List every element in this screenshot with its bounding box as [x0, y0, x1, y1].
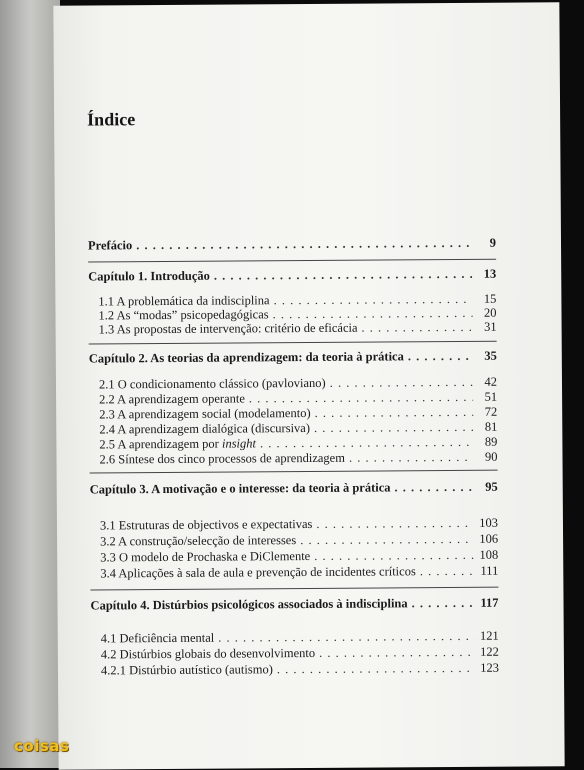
toc-entry-section — [100, 516, 498, 534]
toc-entry-page: 15 — [483, 291, 497, 306]
leader-dots — [408, 349, 473, 364]
toc-entry-label: Capítulo 2. As teorias da aprendizagem: da teoria à prática — [88, 349, 404, 366]
toc-entry-page: 51 — [484, 389, 498, 404]
toc-entry-section — [100, 564, 498, 582]
leader-dots — [218, 629, 475, 646]
leader-dots — [361, 320, 472, 336]
toc-entry-chapter-2 — [89, 349, 497, 367]
toc-entry-page: 89 — [484, 434, 498, 449]
toc-entry-page: 103 — [479, 515, 499, 530]
leader-dots — [277, 661, 475, 677]
toc-entry-label: 2.4 A aprendizagem dialógica (discursiva) — [99, 420, 311, 437]
toc-entry-section — [101, 661, 499, 679]
toc-entry-chapter-3 — [90, 480, 498, 498]
toc-entry-label: 2.1 O condicionamento clássico (pavloviano) — [98, 375, 326, 392]
toc-entry-page: 20 — [483, 305, 497, 320]
toc-entry-section — [99, 450, 497, 468]
toc-entry-page: 121 — [479, 628, 499, 643]
page-title: Índice — [87, 109, 136, 130]
toc-entry-chapter-4 — [90, 596, 498, 614]
toc-entry-page: 9 — [489, 235, 497, 250]
toc-entry-label: 4.2.1 Distúrbio autístico (autismo) — [100, 662, 273, 678]
toc-entry-label: Prefácio — [87, 238, 133, 253]
toc-entry-label: 3.4 Aplicações à sala de aula e prevenção de incidentes críticos — [100, 564, 416, 581]
book-page — [53, 2, 564, 770]
facing-page-edge — [0, 0, 60, 768]
leader-dots — [315, 405, 474, 421]
toc-entry-page: 72 — [484, 404, 498, 419]
toc-entry-page: 108 — [479, 547, 499, 562]
toc-entry-page: 111 — [480, 563, 499, 578]
toc-entry-label: 2.6 Síntese dos cinco processos de aprendizagem — [99, 450, 345, 467]
toc-entry-section — [101, 645, 499, 663]
separator-line — [90, 587, 498, 591]
toc-entry-page: 42 — [484, 374, 498, 389]
separator-line — [88, 259, 496, 263]
leader-dots — [260, 435, 474, 451]
toc-entry-page: 95 — [485, 479, 498, 494]
toc-entry-page: 13 — [483, 266, 497, 281]
toc-entry-label: 2.2 A aprendizagem operante — [99, 391, 245, 407]
toc-entry-label: Capítulo 3. A motivação e o interesse: da teoria à prática — [89, 480, 391, 497]
toc-entry-label: 3.3 O modelo de Prochaska e DiClemente — [100, 548, 311, 565]
toc-entry-label: 1.3 As propostas de intervenção: critério de eficácia — [98, 320, 358, 337]
toc-entry-label: 3.2 A construção/selecção de interesses — [100, 533, 297, 549]
toc-entry-section — [99, 320, 497, 338]
leader-dots — [420, 564, 475, 579]
toc-entry-label: 1.1 A problemática da indisciplina — [98, 293, 270, 309]
leader-dots — [300, 532, 474, 548]
toc-entry-page: 122 — [480, 644, 499, 659]
toc-entry-page: 35 — [484, 348, 497, 363]
leader-dots — [214, 267, 472, 284]
leader-dots — [394, 480, 473, 496]
leader-dots — [314, 548, 474, 564]
toc-entry-label: Capítulo 1. Introdução — [88, 268, 210, 284]
toc-entry-label: 1.2 As “modas” psicopedagógicas — [98, 307, 269, 323]
leader-dots — [314, 420, 473, 436]
leader-dots — [319, 645, 475, 661]
toc-entry-page: 90 — [484, 449, 498, 464]
leader-dots — [330, 375, 473, 391]
leader-dots — [349, 450, 474, 466]
toc-entry-label: Capítulo 4. Distúrbios psicológicos associados à indisciplina — [90, 596, 408, 613]
toc-entry-label: 4.1 Deficiência mental — [100, 630, 215, 646]
toc-entry-page: 31 — [484, 319, 497, 334]
toc-entry-page: 106 — [479, 531, 499, 546]
watermark-logo: coisas — [14, 737, 70, 755]
toc-entry-label: 4.2 Distúrbios globais do desenvolvimento — [100, 645, 316, 662]
toc-entry-prefacio — [88, 236, 496, 254]
toc-entry-page: 123 — [480, 660, 500, 675]
toc-entry-page: 117 — [480, 595, 499, 610]
toc-entry-label: 3.1 Estruturas de objectivos e expectativas — [99, 516, 313, 533]
leader-dots — [412, 596, 475, 611]
separator-line — [90, 470, 498, 474]
leader-dots — [249, 390, 473, 407]
leader-dots — [136, 236, 472, 253]
leader-dots — [316, 516, 474, 532]
toc-entry-section — [100, 548, 498, 566]
toc-entry-chapter-1 — [88, 267, 496, 285]
toc-entry-page: 81 — [484, 419, 498, 434]
toc-entry-label: 2.3 A aprendizagem social (modelamento) — [99, 405, 311, 422]
toc-entry-label: 2.5 A aprendizagem por insight — [99, 436, 257, 452]
toc-entry-section — [100, 532, 498, 550]
separator-line — [89, 341, 497, 345]
toc-entry-section — [101, 629, 499, 647]
